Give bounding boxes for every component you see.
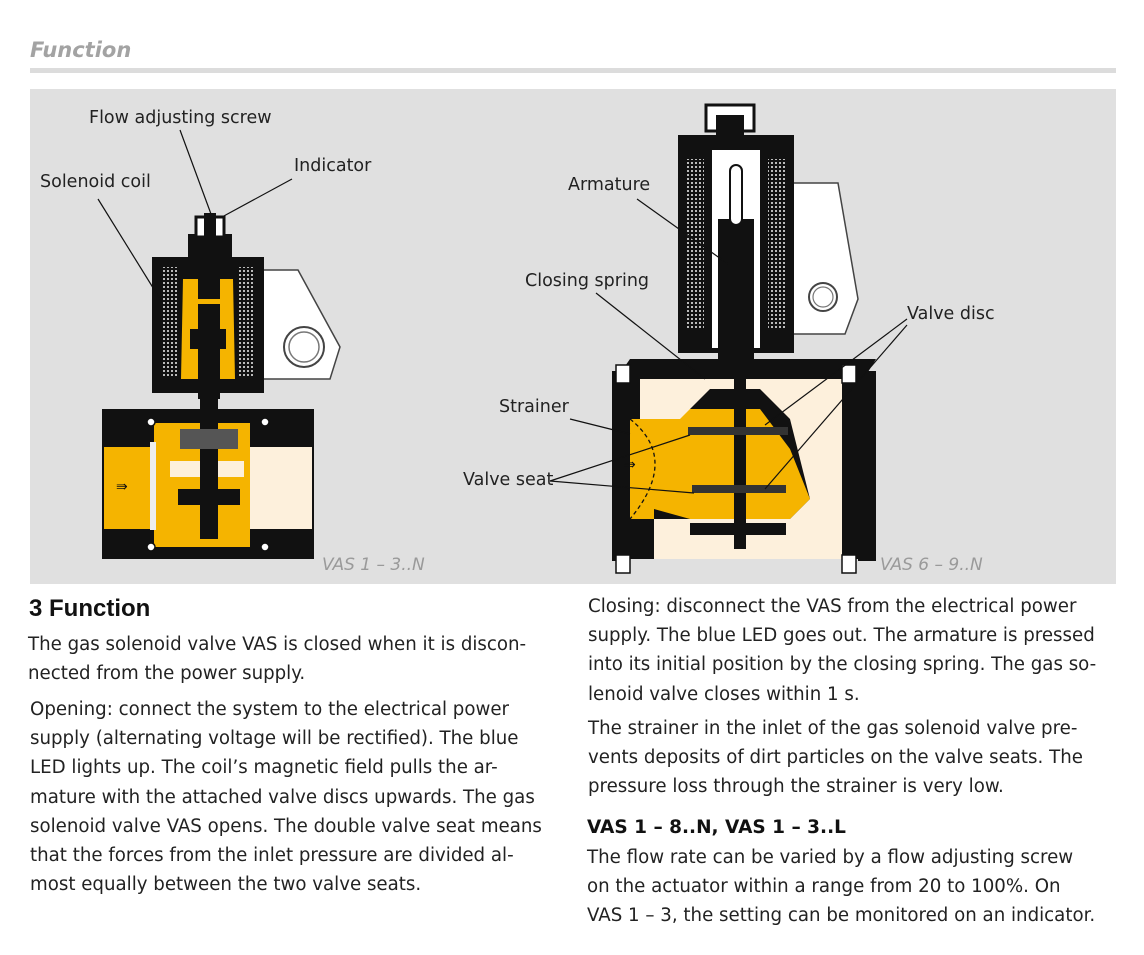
text-line: solenoid valve VAS opens. The double valve seat means: [30, 815, 542, 837]
label-closing-spring: Closing spring: [525, 271, 650, 291]
section-title: 3 Function: [29, 595, 151, 622]
text-line: VAS 1 – 3, the setting can be monitored on an indicator.: [587, 905, 1096, 927]
valve-illustrations: [30, 89, 1116, 584]
left-valve-drawing: [98, 130, 340, 559]
text-line: most equally between the two valve seats.: [30, 874, 422, 896]
text-line: Closing: disconnect the VAS from the electrical power: [588, 596, 1077, 617]
subheading-paragraph: [587, 843, 1095, 931]
label-indicator: Indicator: [294, 156, 372, 176]
text-line: mature with the attached valve discs upwards. The gas: [30, 786, 535, 808]
right-paragraph-2: [588, 714, 1083, 802]
right-paragraph-1: [588, 592, 1096, 709]
model-label-left: VAS 1 – 3..N: [322, 555, 425, 575]
label-valve-seat: Valve seat: [463, 470, 554, 490]
subheading: VAS 1 – 8..N, VAS 1 – 3..L: [587, 817, 846, 838]
text-line: nected from the power supply.: [28, 663, 306, 685]
text-line: LED lights up. The coil’s magnetic field pulls the ar-: [30, 757, 498, 779]
svg-text:⇛: ⇛: [624, 457, 636, 473]
text-line: supply. The blue LED goes out. The armature is pressed: [588, 625, 1095, 647]
label-flow-adjusting-screw: Flow adjusting screw: [89, 108, 272, 128]
label-armature: Armature: [568, 175, 651, 195]
page-header: Function: [30, 38, 132, 62]
text-line: The strainer in the inlet of the gas solenoid valve pre-: [588, 718, 1078, 739]
text-line: The gas solenoid valve VAS is closed when it is discon-: [28, 634, 527, 655]
text-line: into its initial position by the closing spring. The gas so-: [588, 654, 1097, 676]
text-line: Opening: connect the system to the electrical power: [30, 699, 510, 720]
text-line: vents deposits of dirt particles on the valve seats. The: [588, 747, 1083, 769]
label-strainer: Strainer: [499, 397, 569, 417]
text-line: lenoid valve closes within 1 s.: [588, 683, 860, 705]
text-line: on the actuator within a range from 20 to 100%. On: [587, 876, 1061, 898]
text-line: that the forces from the inlet pressure are divided al-: [30, 845, 514, 867]
label-solenoid-coil: Solenoid coil: [40, 172, 151, 192]
text-line: pressure loss through the strainer is very low.: [588, 776, 1004, 798]
left-paragraph-2: [30, 695, 542, 899]
svg-text:⇛: ⇛: [116, 479, 128, 495]
model-label-right: VAS 6 – 9..N: [880, 555, 983, 575]
label-valve-disc: Valve disc: [907, 304, 995, 324]
left-paragraph-1: [28, 630, 526, 688]
valve-cross-section-figure: [30, 89, 1116, 584]
text-line: The flow rate can be varied by a flow adjusting screw: [587, 847, 1074, 868]
header-rule: [30, 68, 1116, 73]
text-line: supply (alternating voltage will be rectified). The blue: [30, 728, 519, 750]
